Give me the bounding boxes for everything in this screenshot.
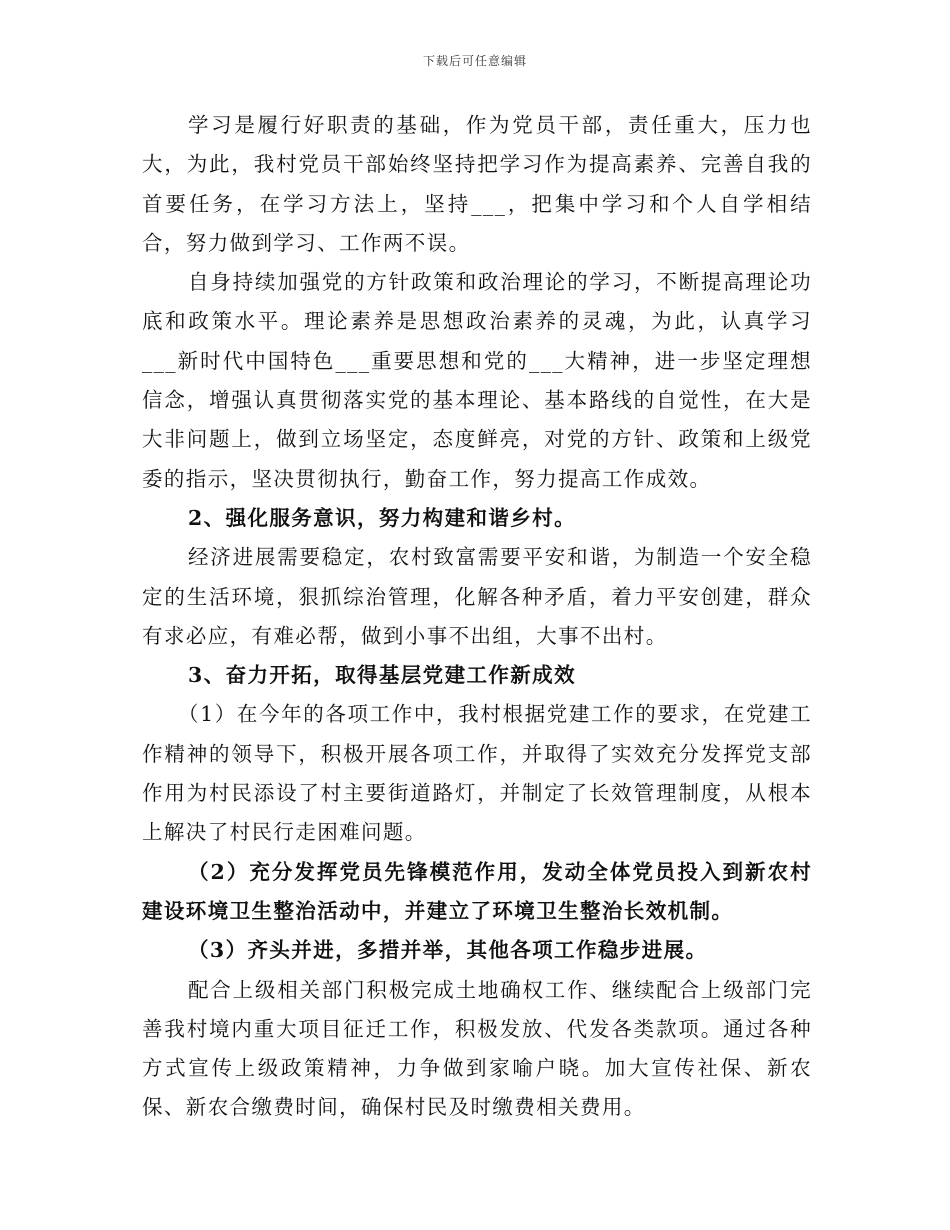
paragraph-item-3: （3）齐头并进，多措并举，其他各项工作稳步进展。 — [188, 938, 708, 963]
paragraph-theory-study: 自身持续加强党的方针政策和政治理论的学习，不断提高理论功底和政策水平。理论素养是思想政治素养的灵魂，为此，认真学习___新时代中国特色___重要思想和党的___大精神，进一步坚定理想信念，增强认真贯彻落实党的基本理论、基本路线的自觉性，在大是大非问题上，做到立场坚定，态度鲜亮，对党的方针、政策和上级党委的指示，坚决贯彻执行，勤奋工作，努力提高工作成效。 — [142, 270, 812, 491]
paragraph-item-2: （2）充分发挥党员先锋模范作用，发动全体党员投入到新农村建设环境卫生整治活动中，并建立了环境卫生整治长效机制。 — [142, 859, 812, 923]
section-heading-3: 3、奋力开拓，取得基层党建工作新成效 — [188, 663, 576, 688]
paragraph-study-basis: 学习是履行好职责的基础，作为党员干部，责任重大，压力也大，为此，我村党员干部始终坚持把学习作为提高素养、完善自我的首要任务，在学习方法上，坚持___，把集中学习和个人自学相结合，努力做到学习、工作两不误。 — [142, 113, 812, 255]
section-heading-2: 2、强化服务意识，努力构建和谐乡村。 — [188, 505, 576, 530]
paragraph-cooperation: 配合上级相关部门积极完成土地确权工作、继续配合上级部门完善我村境内重大项目征迁工作，积极发放、代发各类款项。通过各种方式宣传上级政策精神，力争做到家喻户晓。加大宣传社保、新农保、新农合缴费时间，确保村民及时缴费相关费用。 — [142, 977, 812, 1120]
paragraph-stability: 经济进展需要稳定，农村致富需要平安和谐，为制造一个安全稳定的生活环境，狠抓综治管理，化解各种矛盾，着力平安创建，群众有求必应，有难必帮，做到小事不出组，大事不出村。 — [142, 545, 812, 648]
paragraph-item-1: （1）在今年的各项工作中，我村根据党建工作的要求，在党建工作精神的领导下，积极开展各项工作，并取得了实效充分发挥党支部作用为村民添设了村主要街道路灯，并制定了长效管理制度，从根本上解决了村民行走困难问题。 — [142, 702, 812, 845]
document-body — [142, 106, 812, 1128]
page-header-note: 下载后可任意编辑 — [422, 54, 527, 68]
